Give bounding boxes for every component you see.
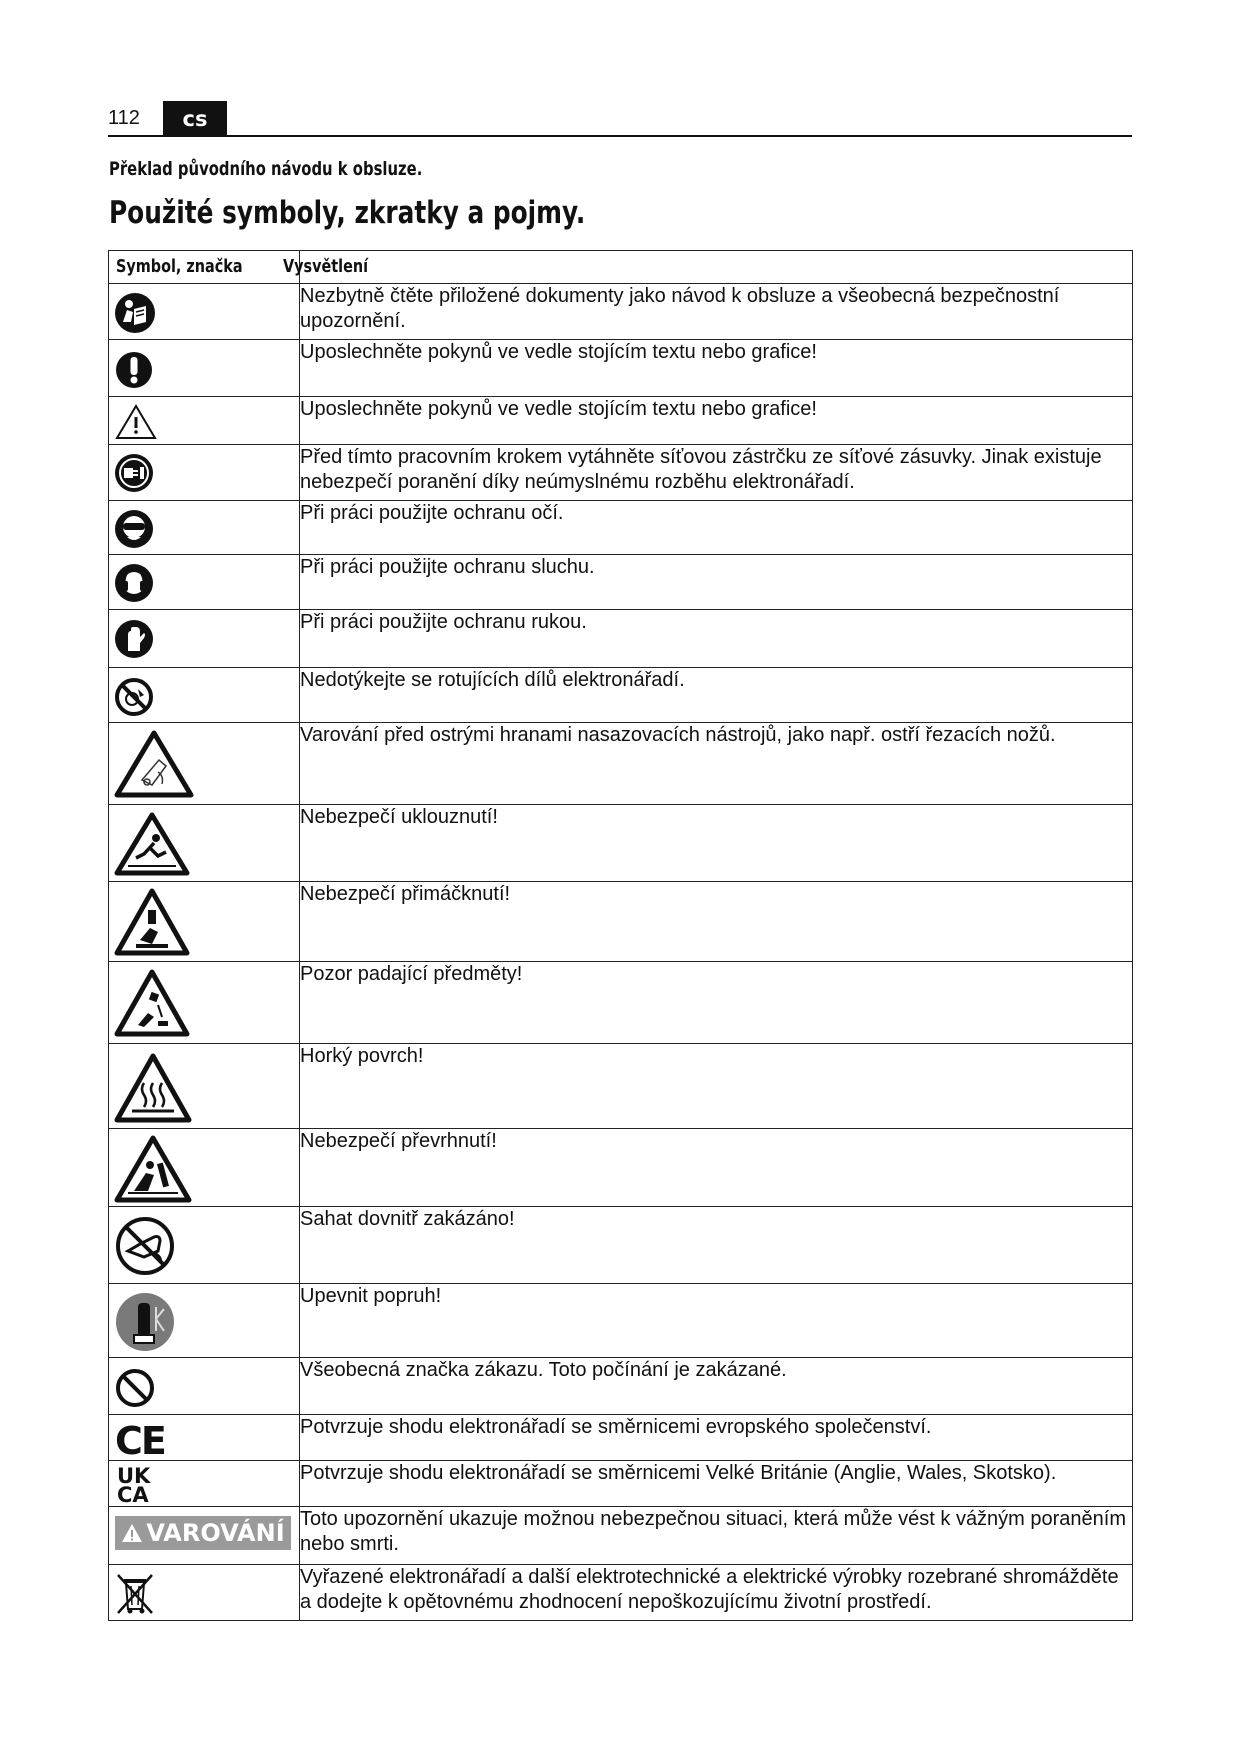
explanation-cell: Nedotýkejte se rotujících dílů elektronářadí. — [300, 668, 1133, 723]
warning-label-triangle-icon — [121, 1523, 143, 1543]
falling-objects-icon — [114, 969, 190, 1037]
explanation-cell: Pozor padající předměty! — [300, 962, 1133, 1044]
symbol-cell — [109, 501, 300, 555]
symbol-cell — [109, 1129, 300, 1207]
ce-mark-icon: CE — [115, 1419, 165, 1463]
explanation-cell: Při práci použijte ochranu rukou. — [300, 610, 1133, 668]
table-row — [109, 1565, 1133, 1621]
hand-protection-icon — [114, 619, 154, 659]
col-header-symbol — [109, 251, 300, 284]
table-header-row — [109, 251, 1133, 284]
crush-hazard-icon — [114, 888, 190, 956]
table-row — [109, 501, 1133, 555]
table-row — [109, 284, 1133, 340]
header-rule — [108, 135, 1132, 137]
warning-label-icon — [115, 1516, 291, 1550]
fasten-strap-icon — [114, 1291, 176, 1353]
col-header-explanation — [283, 251, 1133, 284]
explanation-cell: Sahat dovnitř zakázáno! — [300, 1207, 1133, 1284]
ear-protection-icon — [114, 563, 154, 603]
explanation-cell: Nebezpečí přimáčknutí! — [300, 882, 1133, 962]
explanation-cell: Vyřazené elektronářadí a další elektrotechnické a elektrické výrobky rozebrané shromážděte a dodejte k opětovnému zhodnocení nepoškozujícímu životní prostředí. — [300, 1565, 1133, 1621]
table-row — [109, 1044, 1133, 1129]
warning-label-text: VAROVÁNÍ — [146, 1519, 285, 1547]
table-row — [109, 805, 1133, 882]
symbol-cell — [109, 555, 300, 610]
language-tab: cs — [163, 101, 227, 137]
unplug-icon — [114, 453, 154, 493]
eye-protection-icon — [114, 509, 154, 549]
sharp-edges-warning-icon — [114, 730, 194, 798]
symbol-cell — [109, 668, 300, 723]
prohibition-icon — [114, 1367, 156, 1409]
explanation-cell: Toto upozornění ukazuje možnou nebezpečnou situaci, která může vést k vážným poraněním nebo smrti. — [300, 1507, 1133, 1565]
explanation-cell: Uposlechněte pokynů ve vedle stojícím textu nebo grafice! — [300, 340, 1133, 397]
explanation-cell: Všeobecná značka zákazu. Toto počínání je zakázané. — [300, 1358, 1133, 1415]
weee-bin-icon — [114, 1571, 156, 1617]
table-row — [109, 668, 1133, 723]
ukca-mark-ca: CA — [117, 1483, 149, 1507]
explanation-cell: Varování před ostrými hranami nasazovacích nástrojů, jako např. ostří řezacích nožů. — [300, 723, 1133, 805]
table-row — [109, 397, 1133, 445]
explanation-cell: Při práci použijte ochranu očí. — [300, 501, 1133, 555]
symbol-cell — [109, 1358, 300, 1415]
symbol-cell — [109, 1284, 300, 1358]
explanation-cell: Upevnit popruh! — [300, 1284, 1133, 1358]
explanation-cell: Uposlechněte pokynů ve vedle stojícím textu nebo grafice! — [300, 397, 1133, 445]
table-row — [109, 962, 1133, 1044]
no-touch-rotating-icon — [114, 677, 154, 717]
symbol-cell — [109, 723, 300, 805]
col-header-explanation-label: Vysvětlení — [283, 256, 369, 277]
table-row — [109, 1461, 1133, 1507]
page-number: 112 — [108, 107, 140, 129]
table-row — [109, 1358, 1133, 1415]
tip-over-icon — [114, 1135, 192, 1203]
explanation-cell: Nebezpečí uklouznutí! — [300, 805, 1133, 882]
explanation-cell: Při práci použijte ochranu sluchu. — [300, 555, 1133, 610]
explanation-cell: Před tímto pracovním krokem vytáhněte síťovou zástrčku ze síťové zásuvky. Jinak existuje nebezpečí poranění díky neúmyslnému rozběhu elektronářadí. — [300, 445, 1133, 501]
col-header-symbol-label: Symbol, značka — [116, 256, 243, 277]
symbol-cell — [109, 1415, 300, 1461]
symbol-cell — [109, 340, 300, 397]
explanation-cell: Potvrzuje shodu elektronářadí se směrnicemi evropského společenství. — [300, 1415, 1133, 1461]
symbol-cell — [109, 962, 300, 1044]
symbol-cell — [109, 445, 300, 501]
ukca-mark-uk: UK — [117, 1464, 151, 1488]
no-reach-in-icon — [114, 1215, 176, 1277]
table-row — [109, 340, 1133, 397]
symbol-cell — [109, 1507, 300, 1565]
page-title: Použité symboly, zkratky a pojmy. — [109, 195, 586, 231]
symbols-table — [108, 250, 1133, 1621]
symbol-cell — [109, 1207, 300, 1284]
slip-hazard-icon — [114, 812, 190, 876]
table-row — [109, 1507, 1133, 1565]
symbol-cell — [109, 397, 300, 445]
table-row — [109, 882, 1133, 962]
table-row — [109, 445, 1133, 501]
explanation-cell: Horký povrch! — [300, 1044, 1133, 1129]
symbol-cell — [109, 805, 300, 882]
warning-triangle-icon — [114, 403, 158, 441]
symbol-cell — [109, 882, 300, 962]
explanation-cell: Nebezpečí převrhnutí! — [300, 1129, 1133, 1207]
symbol-cell — [109, 1044, 300, 1129]
table-row — [109, 555, 1133, 610]
symbol-cell — [109, 1461, 300, 1507]
table-row — [109, 610, 1133, 668]
symbol-cell — [109, 610, 300, 668]
explanation-cell: Potvrzuje shodu elektronářadí se směrnicemi Velké Británie (Anglie, Wales, Skotsko). — [300, 1461, 1133, 1507]
symbol-cell — [109, 1565, 300, 1621]
exclamation-circle-icon — [114, 350, 154, 390]
explanation-cell: Nezbytně čtěte přiložené dokumenty jako návod k obsluze a všeobecná bezpečnostní upozornění. — [300, 284, 1133, 340]
symbol-cell — [109, 284, 300, 340]
document-subtitle: Překlad původního návodu k obsluze. — [109, 158, 423, 180]
table-row — [109, 1284, 1133, 1358]
hot-surface-icon — [114, 1053, 192, 1123]
ukca-mark-icon — [117, 1464, 151, 1507]
table-row — [109, 1129, 1133, 1207]
table-row — [109, 1415, 1133, 1461]
table-row — [109, 723, 1133, 805]
read-manual-icon — [114, 292, 156, 334]
table-row — [109, 1207, 1133, 1284]
